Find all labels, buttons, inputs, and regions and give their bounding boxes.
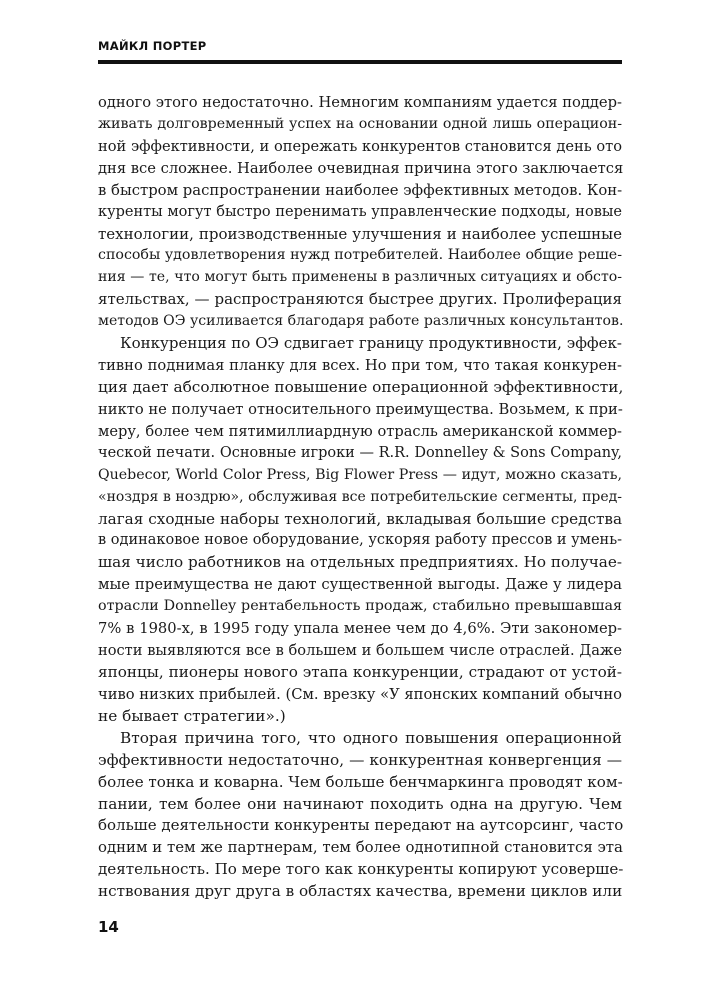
text-line: дня все сложнее. Наиболее очевидная причина этого заключается [98, 159, 624, 177]
text-line: технологии, производственные улучшения и наиболее успешные [98, 224, 622, 243]
text-line: Конкуренция по ОЭ сдвигает границу продуктивности, эффек- [120, 334, 622, 353]
text-line: в одинаковое новое оборудование, ускоряя работу прессов и умень- [98, 532, 622, 549]
text-line: ческой печати. Основные игроки — R.R. Donnelley & Sons Company, [98, 444, 622, 461]
text-line: Quebecor, World Color Press, Big Flower Press — идут, можно сказать, [98, 466, 622, 483]
text-line: эффективности недостаточно, — конкурентная конвергенция — [98, 750, 622, 769]
body-text [98, 92, 622, 903]
text-line: более тонка и коварна. Чем больше бенчмаркинга проводят ком- [98, 772, 623, 791]
text-line: никто не получает относительного преимущества. Возьмем, к при- [98, 400, 623, 418]
text-line: японцы, пионеры нового этапа конкуренции, страдают от устой- [98, 662, 622, 681]
text-line: живать долговременный успех на основании одной лишь операцион- [98, 115, 622, 132]
text-line: ция дает абсолютное повышение операционной эффективности, [98, 377, 624, 396]
text-line: одного этого недостаточно. Немногим компаниям удается поддер- [98, 94, 622, 111]
text-line: чиво низких прибылей. (См. врезку «У японских компаний обычно [98, 685, 622, 703]
text-line: тивно поднимая планку для всех. Но при том, что такая конкурен- [98, 357, 622, 375]
running-head: МАЙКЛ ПОРТЕР [98, 39, 207, 53]
text-line: деятельность. По мере того как конкуренты копируют усоверше- [98, 860, 624, 879]
text-line: Вторая причина того, что одного повышения операционной [120, 728, 622, 747]
text-line: нствования друг друга в областях качества, времени циклов или [98, 882, 623, 901]
text-line: 7% в 1980-х, в 1995 году упала менее чем до 4,6%. Эти закономер- [98, 620, 622, 638]
page-number: 14 [98, 918, 119, 936]
text-line: одним и тем же партнерам, тем более однотипной становится эта [98, 838, 623, 857]
text-line: не бывает стратегии».) [98, 706, 286, 725]
text-line: больше деятельности конкуренты передают на аутсорсинг, часто [98, 816, 624, 835]
text-line: в быстром распространении наиболее эффективных методов. Кон- [98, 181, 623, 199]
text-line: ной эффективности, и опережать конкурентов становится день ото [98, 137, 622, 155]
text-line: ния — те, что могут быть применены в различных ситуациях и обсто- [98, 269, 622, 286]
text-line: лагая сходные наборы технологий, вкладывая большие средства [98, 509, 622, 528]
text-line: ности выявляются все в большем и большем числе отраслей. Даже [98, 642, 622, 660]
text-line: меру, более чем пятимиллиардную отрасль американской коммер- [98, 422, 622, 440]
text-line: способы удовлетворения нужд потребителей. Наиболее общие реше- [98, 247, 622, 264]
text-line: «ноздря в ноздрю», обслуживая все потребительские сегменты, пред- [98, 488, 622, 505]
text-line: пании, тем более они начинают походить одна на другую. Чем [98, 794, 622, 813]
text-line: шая число работников на отдельных предприятиях. Но получае- [98, 553, 622, 572]
text-line: мые преимущества не дают существенной выгоды. Даже у лидера [98, 576, 622, 594]
text-line: отрасли Donnelley рентабельность продаж, стабильно превышавшая [98, 598, 622, 615]
text-line: куренты могут быстро перенимать управленческие подходы, новые [98, 203, 622, 220]
text-line: ятельствах, — распространяются быстрее других. Пролиферация [98, 290, 622, 309]
text-line: методов ОЭ усиливается благодаря работе различных консультантов. [98, 313, 624, 330]
header-rule [98, 60, 622, 64]
